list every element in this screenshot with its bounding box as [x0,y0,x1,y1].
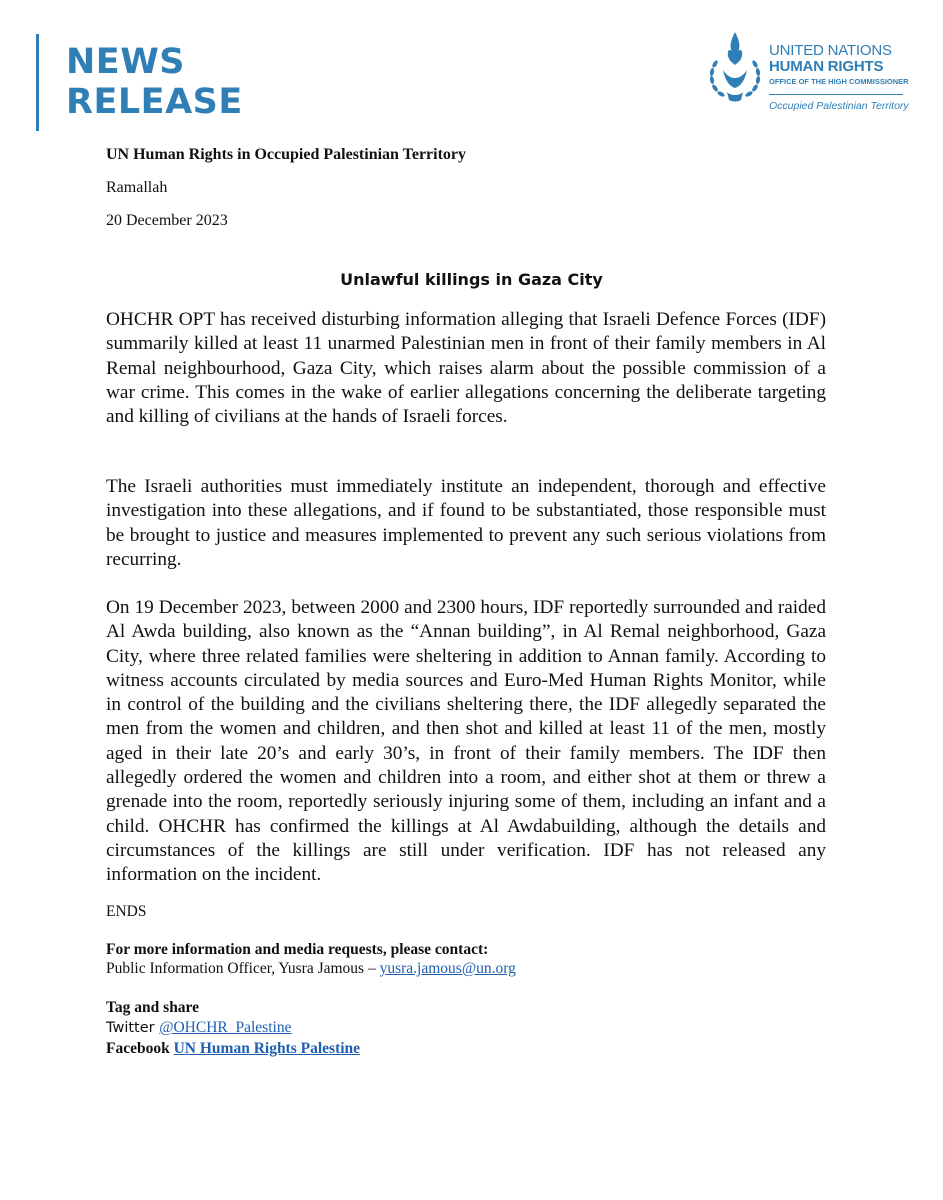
share-heading: Tag and share [106,999,200,1016]
logo-line-territory: Occupied Palestinian Territory [769,100,909,112]
header-accent-bar [36,34,39,131]
twitter-handle-link[interactable]: @OHCHR_Palestine [159,1019,292,1036]
facebook-page-link[interactable]: UN Human Rights Palestine [173,1040,361,1057]
logo-line-office: OFFICE OF THE HIGH COMMISSIONER [769,77,909,86]
twitter-line [106,1018,291,1038]
release-line: RELEASE [66,82,243,122]
date-line: 20 December 2023 [106,212,228,229]
paragraph-1: OHCHR OPT has received disturbing information alleging that Israeli Defence Forces (IDF) summarily killed at least 11 unarmed Palestinian men in front of their family members in Al Remal neighbourhood, Gaza City, which raises alarm about the possible commission of a war crime. This comes in the wake of earlier allegations concerning the deliberate targeting and killing of civilians at the hands of Israeli forces. [106,309,826,428]
news-release-heading [66,42,243,122]
contact-heading: For more information and media requests, please contact: [106,941,489,958]
un-emblem-icon [705,30,765,120]
logo-line-human-rights: HUMAN RIGHTS [769,58,884,75]
facebook-line [106,1039,360,1059]
page-title: Unlawful killings in Gaza City [340,270,603,289]
news-line: NEWS [66,42,186,82]
un-human-rights-logo [705,30,915,120]
paragraph-3: On 19 December 2023, between 2000 and 2300 hours, IDF reportedly surrounded and raided Al Awda building, also known as the “Annan building”, in Al Remal neighborhood, Gaza City, where three related families were sheltering in addition to Annan family. According to witness accounts circulated by media sources and Euro-Med Human Rights Monitor, while in control of the building and the civilians sheltering there, the IDF allegedly separated the men from the women and children, and then shot and killed at least 11 of the men, mostly aged in their late 20’s and early 30’s, in front of their family members. The IDF then allegedly ordered the women and children into a room, and either shot at them or threw a grenade into the room, reportedly seriously injuring some of them, including an infant and a child. OHCHR has confirmed the killings at Al Awdabuilding, although the details and circumstances of the killings are still under verification. IDF has not released any information on the incident. [106,597,826,886]
contact-email-link[interactable]: yusra.jamous@un.org [379,960,516,977]
ends-marker: ENDS [106,903,147,920]
facebook-label: Facebook [106,1040,174,1057]
contact-officer [106,959,516,979]
logo-line-united-nations: UNITED NATIONS [769,42,892,59]
contact-officer-text: Public Information Officer, Yusra Jamous – [106,960,380,977]
logo-divider [769,94,903,95]
office-line: UN Human Rights in Occupied Palestinian Territory [106,146,467,163]
paragraph-2: The Israeli authorities must immediately institute an independent, thorough and effective investigation into these allegations, and if found to be substantiated, those responsible must be brought to justice and measures implemented to prevent any such serious violations from recurring. [106,476,826,570]
twitter-label: Twitter [106,1020,160,1036]
place-line: Ramallah [106,179,168,196]
